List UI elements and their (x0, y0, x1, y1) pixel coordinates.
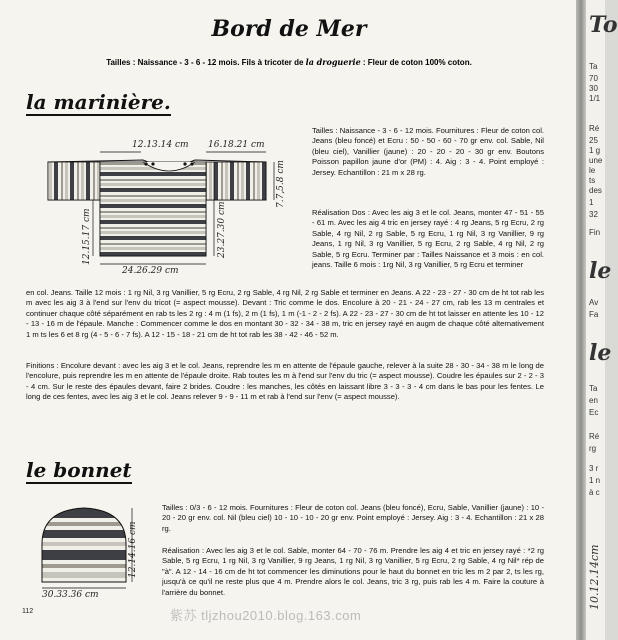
next-page-fragment: 1 g (589, 146, 601, 155)
next-page-fragment: 1 (589, 198, 594, 207)
dim-bonnet-height: 12.14.16 cm (128, 521, 138, 578)
button-mark (151, 162, 154, 165)
dim-side: 7.7,5.8 cm (276, 160, 286, 208)
bonnet-instructions: Réalisation : Avec les aig 3 et le col. Sable, monter 64 - 70 - 76 m. Prendre les aig 4 et tric en jersey rayé : *2 rg Sable, 5 rg Ecru, 1 rg Nil, 3 rg Vanillier, 9 rg Jeans, 1 rg Nil, 3 rg Vanillier, 5 rg Ecru, 2 rg Sable, 4 rg Nil* rép de "à". A 12 - 14 - 16 cm de ht tot commencer les diminutions pour le haut du bonnet en tric les m 2 par 2, ts les rg, jusqu'à ce qu'il ne reste plus que 4 m. Prendre alors le col. Jeans, tric 3 rg, puis rab les 4 m. Faire la couture à l'arrière du bonnet. (162, 546, 544, 597)
bonnet-supplies: Tailles : 0/3 - 6 - 12 mois. Fournitures : Fleur de coton col. Jeans (bleu foncé), Ecru, Sable, Vanillier (jaune) : 10 - 20 - 20 gr env. col. Nil (bleu ciel) 10 - 10 - 10 - 20 gr env. Point employé : Jersey. Aig : 3 - 4. Echantillon : 21 x 28 rg. (162, 503, 544, 533)
book-gutter (576, 0, 586, 640)
next-page-fragment: le (589, 166, 596, 175)
next-page-fragment: Ta (589, 384, 598, 393)
next-page-fragment: ts (589, 176, 596, 185)
right-sleeve (206, 162, 266, 200)
subtitle (0, 57, 578, 67)
next-page-fragment: 25 (589, 136, 598, 145)
next-page-fragment: Ta (589, 62, 598, 71)
mariniere-heading: la marinière. (26, 90, 171, 114)
next-page-fragment: Fin (589, 228, 601, 237)
button-mark (190, 162, 193, 165)
subtitle-prefix: Tailles : Naissance - 3 - 6 - 12 mois. Fils à tricoter de (106, 58, 306, 67)
subtitle-suffix: : Fleur de coton 100% coton. (360, 58, 472, 67)
next-page-fragment: 70 (589, 74, 598, 83)
next-page-fragment: le (589, 340, 612, 366)
sweater-diagram (38, 140, 303, 275)
dim-width: 24.26.29 cm (122, 266, 179, 276)
dim-bonnet-width: 30.33.36 cm (42, 590, 99, 600)
next-page-fragment: une (589, 156, 603, 165)
dim-shoulder: 12.13.14 cm (132, 140, 189, 150)
dim-body-height: 12.15.17 cm (82, 208, 92, 265)
bonnet-diagram (28, 500, 138, 600)
next-page-fragment: Ré (589, 432, 600, 441)
dim-total-height: 23.27.30 cm (217, 201, 227, 258)
next-page-fragment: Ré (589, 124, 600, 133)
next-page-fragment: 10.12.14cm (588, 544, 601, 610)
next-page-fragment: 32 (589, 210, 598, 219)
next-page-edge (586, 0, 618, 640)
mariniere-back: Réalisation Dos : Avec les aig 3 et le col. Jeans, monter 47 - 51 - 55 - 61 m. Avec les aig 4 tric en jersey rayé : 4 rg Jeans, 5 rg Ecru, 2 rg Sable, 4 rg Nil, 2 rg Sable, 5 rg Ecru, 1 rg Nil, 3 rg Vanillier, 9 rg Jeans, 1 rg Nil, 3 rg Vanillier, 5 rg Ecru, 2 rg Sable, 4 rg Nil, 2 rg Sable, 5 rg Ecru. Terminer par : Tailles Naissance et 3 mois : en col. jeans. Taille 6 mois : 1rg Nil, 3 rg Vanillier, 5 rg Ecru et terminer (312, 208, 544, 270)
left-sleeve (48, 162, 100, 200)
next-page-fragment: à c (589, 488, 600, 497)
next-page-fragment: Fa (589, 310, 599, 319)
button-mark (144, 162, 147, 165)
mariniere-supplies: Tailles : Naissance - 3 - 6 - 12 mois. Fournitures : Fleur de coton col. Jeans (bleu foncé) et Ecru : 50 - 50 - 60 - 70 gr env. col. Sable, Nil (bleu ciel), Vanillier (jaune) : 20 - 20 - 20 - 30 gr env. Boutons Poisson papillon jaune d'or (PM) : 4. Aig : 3 - 4. Point employé : Jersey. Echantillon : 21 m x 28 rg. (312, 126, 544, 177)
next-page-fragment: Av (589, 298, 599, 307)
next-page-fragment: des (589, 186, 602, 195)
button-mark (183, 162, 186, 165)
pattern-title: Bord de Mer (211, 16, 367, 42)
dim-sleeve: 16.18.21 cm (208, 140, 265, 150)
next-page-fragment: 30 (589, 84, 598, 93)
next-page-fragment: 3 r (589, 464, 599, 473)
mariniere-front-sleeve: en col. Jeans. Taille 12 mois : 1 rg Nil, 3 rg Vanillier, 5 rg Ecru, 2 rg Sable, 4 rg Nil, 2 rg Sable et terminer en Jeans. A 22 - 23 - 27 - 30 cm de ht tot rab les m avec les aig 3 à l'end sur l'env du tricot (= aspect mousse). Devant : Tric comme le dos. Encolure à 20 - 21 - 24 - 27 cm, rab les 13 m centrales et continuer chaque côté séparément en rab ts les 2 rg : 4 m (1 fs), 2 m (1 fs), 1 m (-1 - 2 - 2 fs). A 22 - 23 - 27 - 30 cm de ht tot laisser en attente les 10 - 12 - 13 - 16 m de l'épaule. Manche : Commencer comme le dos en montant 30 - 32 - 34 - 38 m, tric en jersey rayé en augm de chaque côté alternativement 1 m ts les 6 et 8 rg (4 - 5 - 6 - 7 fs). A 12 - 15 - 18 - 21 cm de ht tot rab les 38 - 42 - 46 - 52 m. (26, 288, 544, 339)
body-front (100, 162, 206, 256)
watermark: 紫苏 tljzhou2010.blog.163.com (170, 608, 362, 623)
next-page-fragment: en (589, 396, 598, 405)
next-page-fragment: Ec (589, 408, 599, 417)
next-page-fragment: le (589, 258, 612, 284)
subtitle-brand: la droguerie (305, 57, 361, 67)
next-page-fragment: 1 n (589, 476, 601, 485)
mariniere-finishing: Finitions : Encolure devant : avec les aig 3 et le col. Jeans, reprendre les m en attente de l'épaule gauche, relever à la suite 28 - 30 - 34 - 38 m le long de l'encolure, puis reprendre les m en attente de l'épaule droite. Rab toutes les m à l'end sur l'env du tric (= aspect mousse). Coudre les épaules sur 2 - 2 - 3 - 4 cm. Sur le reste des épaules devant, faire 2 brides. Coudre : les manches, les côtés en laissant libre 3 - 3 - 3 - 4 cm dans le bas pour les fentes. Le long de ces fentes, avec les aig 3 et le col. Jeans relever 9 - 9 - 11 m et rab à l'end sur l'env (= aspect mousse). (26, 361, 544, 402)
next-page-fragment: 1/1 (589, 94, 601, 103)
next-page-fragment: To (589, 12, 618, 38)
next-page-fragment: rg (589, 444, 597, 453)
bonnet-heading: le bonnet (26, 458, 132, 482)
page-number: 112 (22, 608, 34, 615)
